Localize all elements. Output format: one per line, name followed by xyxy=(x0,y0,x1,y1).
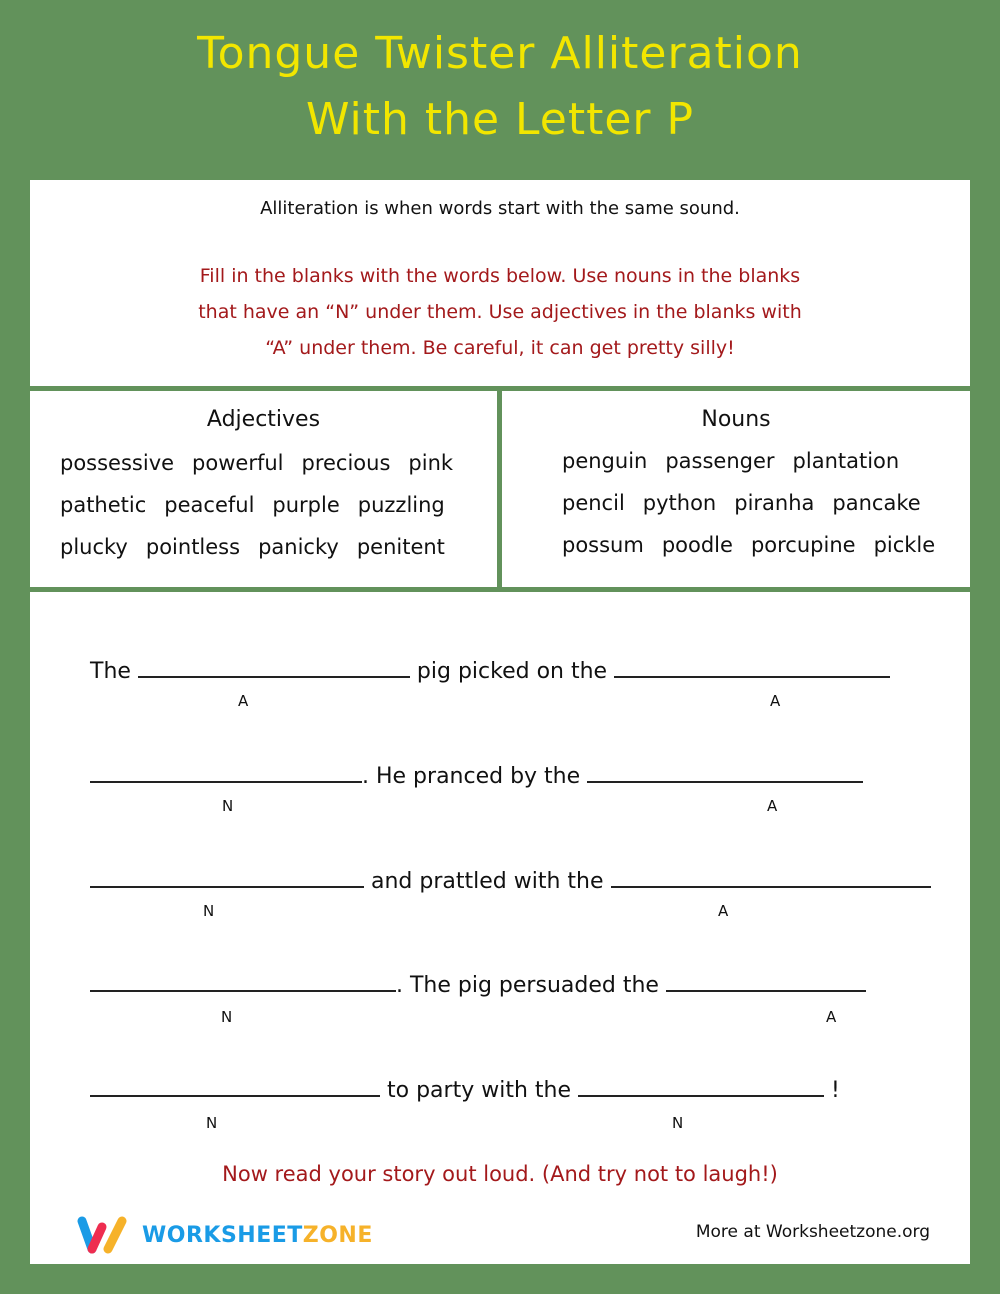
noun-row xyxy=(562,491,939,515)
story-line xyxy=(90,1073,840,1103)
story-text: The xyxy=(90,659,131,684)
adjectives-panel xyxy=(30,391,497,587)
word: possum xyxy=(562,533,644,557)
adjectives-heading: Adjectives xyxy=(206,407,321,432)
word: peaceful xyxy=(164,493,255,517)
brand-part-1: WORKSHEET xyxy=(142,1222,303,1248)
definition-text: Alliteration is when words start with the same sound. xyxy=(260,198,740,219)
blank-type-marker: A xyxy=(718,902,729,920)
word: purple xyxy=(272,493,340,517)
blank-noun[interactable] xyxy=(90,864,364,888)
blank-type-marker: N xyxy=(206,1114,218,1132)
adjective-row xyxy=(60,535,463,559)
word: pencil xyxy=(562,491,625,515)
blank-noun[interactable] xyxy=(90,759,362,783)
noun-row xyxy=(562,449,917,473)
instruction-line: Fill in the blanks with the words below. Use nouns in the blanks xyxy=(199,265,801,287)
word: penitent xyxy=(356,535,445,559)
blank-type-marker: A xyxy=(767,797,778,815)
blank-type-marker: N xyxy=(221,1008,233,1026)
title-line-1: Tongue Twister Alliteration xyxy=(197,28,803,79)
word: porcupine xyxy=(750,533,856,557)
word: pancake xyxy=(832,491,921,515)
story-line xyxy=(90,759,863,789)
adjective-row xyxy=(60,493,463,517)
blank-noun[interactable] xyxy=(90,968,396,992)
blank-type-marker: N xyxy=(203,902,215,920)
story-text: ! xyxy=(830,1078,840,1103)
word: precious xyxy=(301,451,391,475)
brand-part-2: ZONE xyxy=(302,1222,373,1248)
blank-adjective[interactable] xyxy=(138,654,410,678)
blank-type-marker: A xyxy=(826,1008,837,1026)
blank-noun[interactable] xyxy=(90,1073,380,1097)
story-line xyxy=(90,654,890,684)
word: pink xyxy=(408,451,454,475)
blank-type-marker: N xyxy=(672,1114,684,1132)
adjective-row xyxy=(60,451,471,475)
word: plucky xyxy=(60,535,128,559)
blank-adjective[interactable] xyxy=(587,759,863,783)
story-text: . The pig persuaded the xyxy=(396,973,659,998)
intro-panel xyxy=(30,180,970,386)
story-text: pig picked on the xyxy=(416,659,608,684)
word: penguin xyxy=(562,449,648,473)
closing-text: Now read your story out loud. (And try not to laugh!) xyxy=(222,1162,778,1186)
nouns-panel xyxy=(502,391,970,587)
noun-row xyxy=(562,533,953,557)
story-text: and prattled with the xyxy=(371,869,604,894)
instructions-text xyxy=(30,258,970,366)
word: python xyxy=(642,491,717,515)
story-panel xyxy=(30,592,970,1264)
word: panicky xyxy=(258,535,339,559)
nouns-heading: Nouns xyxy=(701,407,771,432)
word: powerful xyxy=(192,451,284,475)
word: plantation xyxy=(792,449,900,473)
story-text: to party with the xyxy=(387,1078,571,1103)
story-line xyxy=(90,864,931,894)
word: poodle xyxy=(661,533,733,557)
word: pathetic xyxy=(60,493,147,517)
blank-type-marker: A xyxy=(770,692,781,710)
blank-type-marker: N xyxy=(222,797,234,815)
blank-noun[interactable] xyxy=(578,1073,824,1097)
instruction-line: that have an “N” under them. Use adjectives in the blanks with xyxy=(198,301,802,323)
instruction-line: “A” under them. Be careful, it can get pretty silly! xyxy=(265,337,735,359)
title-line-2: With the Letter P xyxy=(305,94,695,145)
brand-name xyxy=(142,1223,373,1248)
w-logo-icon xyxy=(76,1215,132,1255)
word: piranha xyxy=(734,491,815,515)
word: pickle xyxy=(873,533,936,557)
blank-adjective[interactable] xyxy=(614,654,890,678)
blank-adjective[interactable] xyxy=(611,864,931,888)
word: passenger xyxy=(665,449,775,473)
worksheetzone-logo xyxy=(76,1215,373,1255)
story-line xyxy=(90,968,866,998)
blank-type-marker: A xyxy=(238,692,249,710)
word: pointless xyxy=(145,535,241,559)
word: possessive xyxy=(60,451,175,475)
blank-adjective[interactable] xyxy=(666,968,866,992)
story-text: . He pranced by the xyxy=(362,764,581,789)
word: puzzling xyxy=(357,493,445,517)
more-link[interactable]: More at Worksheetzone.org xyxy=(695,1222,930,1242)
